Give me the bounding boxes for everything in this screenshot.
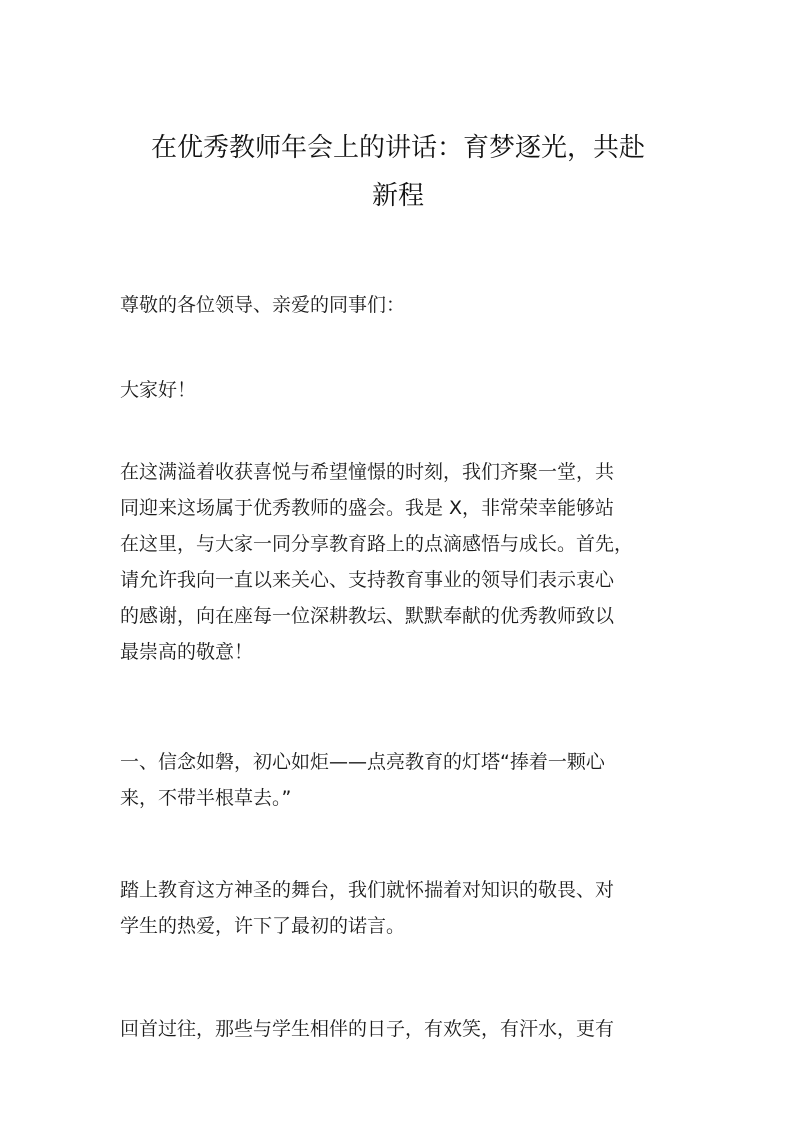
salutation-paragraph bbox=[120, 287, 676, 323]
title-line: 在优秀教师年会上的讲话：育梦逐光，共赴 bbox=[150, 133, 645, 163]
greeting-text: 大家好！ bbox=[120, 379, 197, 401]
intro-line: 最崇高的敬意！ bbox=[120, 641, 254, 663]
intro-line: 的感谢，向在座每一位深耕教坛、默默奉献的优秀教师致以 bbox=[120, 605, 615, 627]
section-heading-line: 一、信念如磐，初心如炬——点亮教育的灯塔“捧着一颗心 bbox=[120, 751, 605, 773]
document-title bbox=[118, 124, 678, 220]
title-line: 新程 bbox=[371, 181, 424, 211]
section-heading-1 bbox=[120, 744, 676, 816]
greeting-paragraph bbox=[120, 372, 676, 408]
section-heading-line: 来，不带半根草去。” bbox=[120, 787, 292, 809]
lookback-paragraph bbox=[120, 1011, 676, 1047]
stage-line: 踏上教育这方神圣的舞台，我们就怀揣着对知识的敬畏、对 bbox=[120, 879, 615, 901]
intro-line: 同迎来这场属于优秀教师的盛会。我是 X，非常荣幸能够站 bbox=[120, 497, 615, 519]
stage-paragraph bbox=[120, 872, 676, 944]
intro-line: 在这满溢着收获喜悦与希望憧憬的时刻，我们齐聚一堂，共 bbox=[120, 461, 615, 483]
intro-line: 请允许我向一直以来关心、支持教育事业的领导们表示衷心 bbox=[120, 569, 615, 591]
salutation-text: 尊敬的各位领导、亲爱的同事们： bbox=[120, 294, 406, 316]
stage-line: 学生的热爱，许下了最初的诺言。 bbox=[120, 915, 406, 937]
lookback-line: 回首过往，那些与学生相伴的日子，有欢笑，有汗水，更有 bbox=[120, 1018, 615, 1040]
intro-line: 在这里，与大家一同分享教育路上的点滴感悟与成长。首先， bbox=[120, 533, 634, 555]
intro-paragraph bbox=[120, 454, 676, 670]
